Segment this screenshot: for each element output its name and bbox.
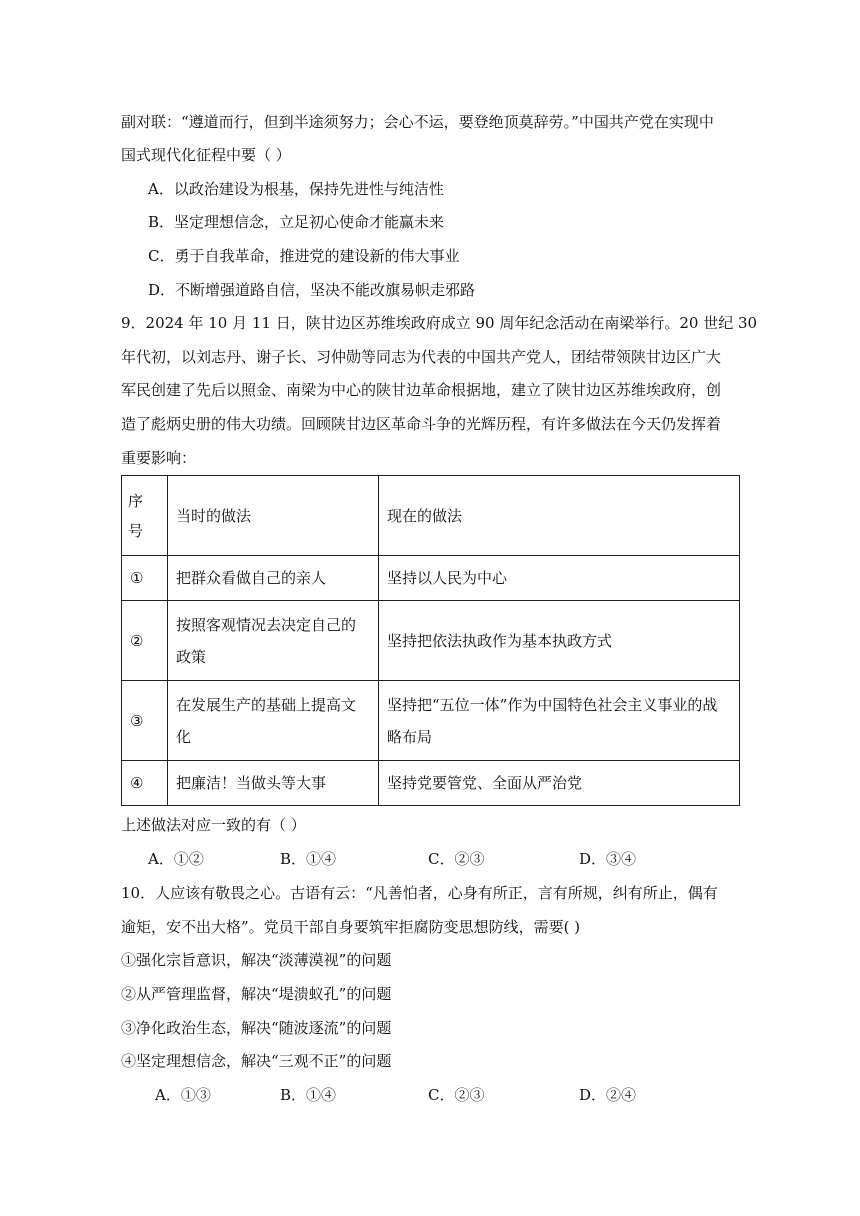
q10-item-2: ②从严管理监督，解决“堤溃蚁孔”的问题 (121, 985, 392, 1003)
q8-option-c: C．勇于自我革命，推进党的建设新的伟大事业 (148, 247, 460, 265)
table-header-row (122, 476, 740, 556)
q8-stem-line-1: 副对联：“遵道而行，但到半途须努力；会心不运，要登绝顶莫辞劳。”中国共产党在实现中 (121, 113, 714, 131)
row-now: 坚持把“五位一体”作为中国特色社会主义事业的战略布局 (379, 681, 740, 761)
row-then: 把廉洁！当做头等大事 (168, 761, 379, 806)
table-row (122, 601, 740, 681)
header-index: 序号 (122, 476, 168, 556)
table-row (122, 556, 740, 601)
header-then: 当时的做法 (168, 476, 379, 556)
q10-stem-line-2: 逾矩，安不出大格”。党员干部自身要筑牢拒腐防变思想防线，需要( ) (121, 918, 581, 936)
q10-item-1: ①强化宗旨意识，解决“淡薄漠视”的问题 (121, 951, 392, 969)
q9-stem-line-3: 军民创建了先后以照金、南梁为中心的陕甘边革命根据地，建立了陕甘边区苏维埃政府，创 (121, 381, 722, 399)
row-index: ④ (122, 761, 168, 806)
q8-stem-line-2: 国式现代化征程中要（ ） (121, 146, 291, 164)
q10-option-d: D．②④ (579, 1086, 637, 1104)
row-then: 把群众看做自己的亲人 (168, 556, 379, 601)
row-now: 坚持以人民为中心 (379, 556, 740, 601)
q8-option-a: A．以政治建设为根基，保持先进性与纯洁性 (148, 180, 444, 198)
table-row (122, 681, 740, 761)
q9-option-d: D．③④ (579, 850, 637, 868)
row-index: ② (122, 601, 168, 681)
row-index: ① (122, 556, 168, 601)
q9-stem-line-5: 重要影响： (121, 449, 197, 467)
q10-option-c: C．②③ (428, 1086, 485, 1104)
q8-option-b: B．坚定理想信念，立足初心使命才能赢未来 (148, 213, 445, 231)
table-row (122, 761, 740, 806)
q10-item-3: ③净化政治生态，解决“随波逐流”的问题 (121, 1019, 392, 1037)
row-then: 在发展生产的基础上提高文化 (168, 681, 379, 761)
q10-option-a: A．①③ (155, 1086, 211, 1104)
row-now: 坚持党要管党、全面从严治党 (379, 761, 740, 806)
row-index: ③ (122, 681, 168, 761)
q9-stem-line-4: 造了彪炳史册的伟大功绩。回顾陕甘边区革命斗争的光辉历程，有许多做法在今天仍发挥着 (121, 415, 722, 433)
q9-table (121, 475, 740, 806)
q8-option-d: D．不断增强道路自信，坚决不能改旗易帜走邪路 (148, 281, 476, 299)
row-then: 按照客观情况去决定自己的政策 (168, 601, 379, 681)
q9-stem-line-2: 年代初，以刘志丹、谢子长、习仲勋等同志为代表的中国共产党人，团结带领陕甘边区广大 (121, 348, 722, 366)
q9-option-a: A．①② (148, 850, 204, 868)
q10-stem-line-1: 10．人应该有敬畏之心。古语有云：“凡善怕者，心身有所正，言有所规，纠有所止，偶有 (121, 884, 718, 902)
row-now: 坚持把依法执政作为基本执政方式 (379, 601, 740, 681)
q9-question: 上述做法对应一致的有（ ） (121, 816, 306, 834)
q9-stem-line-1: 9．2024 年 10 月 11 日，陕甘边区苏维埃政府成立 90 周年纪念活动在南梁举行。20 世纪 30 (121, 314, 758, 332)
q10-item-4: ④坚定理想信念，解决“三观不正”的问题 (121, 1052, 392, 1070)
q10-option-b: B．①④ (280, 1086, 337, 1104)
header-now: 现在的做法 (379, 476, 740, 556)
q9-option-c: C．②③ (428, 850, 485, 868)
q9-option-b: B．①④ (280, 850, 337, 868)
